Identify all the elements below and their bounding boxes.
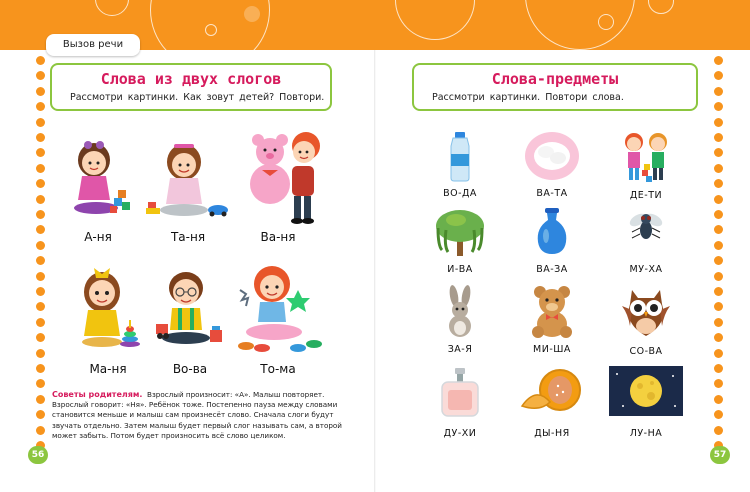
border-dot: [714, 426, 723, 435]
border-dot: [36, 71, 45, 80]
kid-label-vanya: Ва-ня: [260, 230, 296, 244]
border-dot: [36, 318, 45, 327]
border-dot: [714, 318, 723, 327]
border-dot: [714, 225, 723, 234]
border-dot: [36, 395, 45, 404]
border-dot: [714, 379, 723, 388]
kid-label-manya: Ма-ня: [89, 362, 127, 376]
border-dot: [36, 302, 45, 311]
moon-icon: [609, 366, 683, 416]
kid-illustration-tanya: [140, 138, 232, 222]
willow-tree-icon: [432, 206, 488, 258]
kid-illustration-toma: [232, 260, 328, 354]
water-bottle-icon: [440, 130, 480, 182]
item-children: [601, 130, 691, 201]
border-dot: [36, 241, 45, 250]
item-label-children: ДЕ-ТИ: [629, 190, 663, 201]
melon-icon: [520, 366, 584, 416]
item-hare: [415, 284, 505, 355]
item-label-perfume: ДУ-ХИ: [443, 428, 477, 439]
item-label-owl: СО-ВА: [629, 346, 663, 357]
border-dot: [36, 148, 45, 157]
item-label-fly: МУ-ХА: [629, 264, 663, 275]
border-dot: [714, 241, 723, 250]
border-dot: [36, 210, 45, 219]
item-label-willow: И-ВА: [447, 264, 473, 275]
right-page-title: Слова-предметы: [491, 70, 619, 88]
item-label-cotton: ВА-ТА: [536, 188, 568, 199]
page-spine: [374, 50, 376, 492]
left-instruction: Рассмотри картинки. Как зовут детей? Повтори.: [70, 92, 325, 103]
border-dot: [714, 71, 723, 80]
border-dot: [714, 302, 723, 311]
border-dot: [36, 56, 45, 65]
item-teddy-bear: [507, 284, 597, 355]
border-dot: [36, 272, 45, 281]
border-dot: [36, 379, 45, 388]
item-label-melon: ДЫ-НЯ: [534, 428, 570, 439]
right-dotted-border: [714, 56, 724, 456]
border-dot: [36, 225, 45, 234]
border-dot: [714, 364, 723, 373]
border-dot: [714, 287, 723, 296]
section-tab: Вызов речи: [46, 34, 140, 56]
border-dot: [714, 210, 723, 219]
item-fly: [601, 206, 691, 275]
page-number-left: 56: [28, 446, 48, 464]
item-label-water: ВО-ДА: [443, 188, 477, 199]
cotton-wool-icon: [524, 130, 580, 182]
advice-lead: Советы родителям.: [52, 390, 143, 399]
item-willow: [415, 206, 505, 275]
border-dot: [714, 87, 723, 96]
border-dot: [36, 410, 45, 419]
item-label-teddy-bear: МИ-ША: [533, 344, 571, 355]
border-dot: [714, 195, 723, 204]
kid-illustration-manya: [74, 262, 144, 352]
kid-label-toma: То-ма: [260, 362, 296, 376]
page-number-right: 57: [710, 446, 730, 464]
border-dot: [36, 102, 45, 111]
hare-icon: [438, 284, 482, 338]
border-dot: [714, 102, 723, 111]
border-dot: [714, 164, 723, 173]
left-page-title: Слова из двух слогов: [100, 70, 282, 88]
item-owl: [601, 284, 691, 357]
item-melon: [507, 366, 597, 439]
vase-icon: [532, 206, 572, 258]
item-cotton: [507, 130, 597, 199]
children-icon: [616, 130, 676, 184]
kid-label-anya: А-ня: [84, 230, 112, 244]
border-dot: [36, 133, 45, 142]
border-dot: [36, 426, 45, 435]
right-instruction: Рассмотри картинки. Повтори слова.: [432, 92, 624, 103]
border-dot: [36, 256, 45, 265]
border-dot: [36, 164, 45, 173]
item-perfume: [415, 366, 505, 439]
border-dot: [36, 118, 45, 127]
item-vase: [507, 206, 597, 275]
owl-icon: [618, 284, 674, 340]
kid-label-vova: Во-ва: [172, 362, 208, 376]
left-header-box: [50, 63, 332, 111]
fly-icon: [626, 206, 666, 246]
border-dot: [714, 272, 723, 281]
advice-text: Взрослый произносит: «А». Малыш повторяет. Взрослый говорит: «Ня». Ребёнок тоже. Постепенно пауза между словами становится меньше и малыш сам произнесёт слово. Сначала слоги будут звучать отдельно. Затем малыш будет первый слог называть сам, а второй может забыть. Потом будет произносить всё слово целиком.: [52, 390, 342, 440]
left-dotted-border: [36, 56, 46, 456]
border-dot: [714, 395, 723, 404]
border-dot: [36, 333, 45, 342]
kid-illustration-vanya: [234, 126, 330, 224]
border-dot: [714, 118, 723, 127]
border-dot: [36, 287, 45, 296]
border-dot: [36, 179, 45, 188]
border-dot: [36, 364, 45, 373]
right-header-box: [412, 63, 698, 111]
teddy-bear-icon: [526, 284, 578, 338]
border-dot: [714, 133, 723, 142]
parents-advice: [52, 390, 358, 441]
border-dot: [36, 195, 45, 204]
item-water: [415, 130, 505, 199]
item-label-vase: ВА-ЗА: [536, 264, 568, 275]
border-dot: [36, 87, 45, 96]
kid-label-tanya: Та-ня: [170, 230, 206, 244]
border-dot: [714, 56, 723, 65]
border-dot: [714, 410, 723, 419]
border-dot: [36, 349, 45, 358]
border-dot: [714, 256, 723, 265]
kid-illustration-anya: [66, 138, 136, 222]
border-dot: [714, 148, 723, 157]
perfume-icon: [437, 366, 483, 418]
border-dot: [714, 333, 723, 342]
kid-illustration-vova: [152, 264, 228, 354]
border-dot: [714, 179, 723, 188]
border-dot: [714, 349, 723, 358]
item-label-hare: ЗА-Я: [447, 344, 473, 355]
item-label-moon: ЛУ-НА: [629, 428, 663, 439]
item-moon: [601, 366, 691, 439]
